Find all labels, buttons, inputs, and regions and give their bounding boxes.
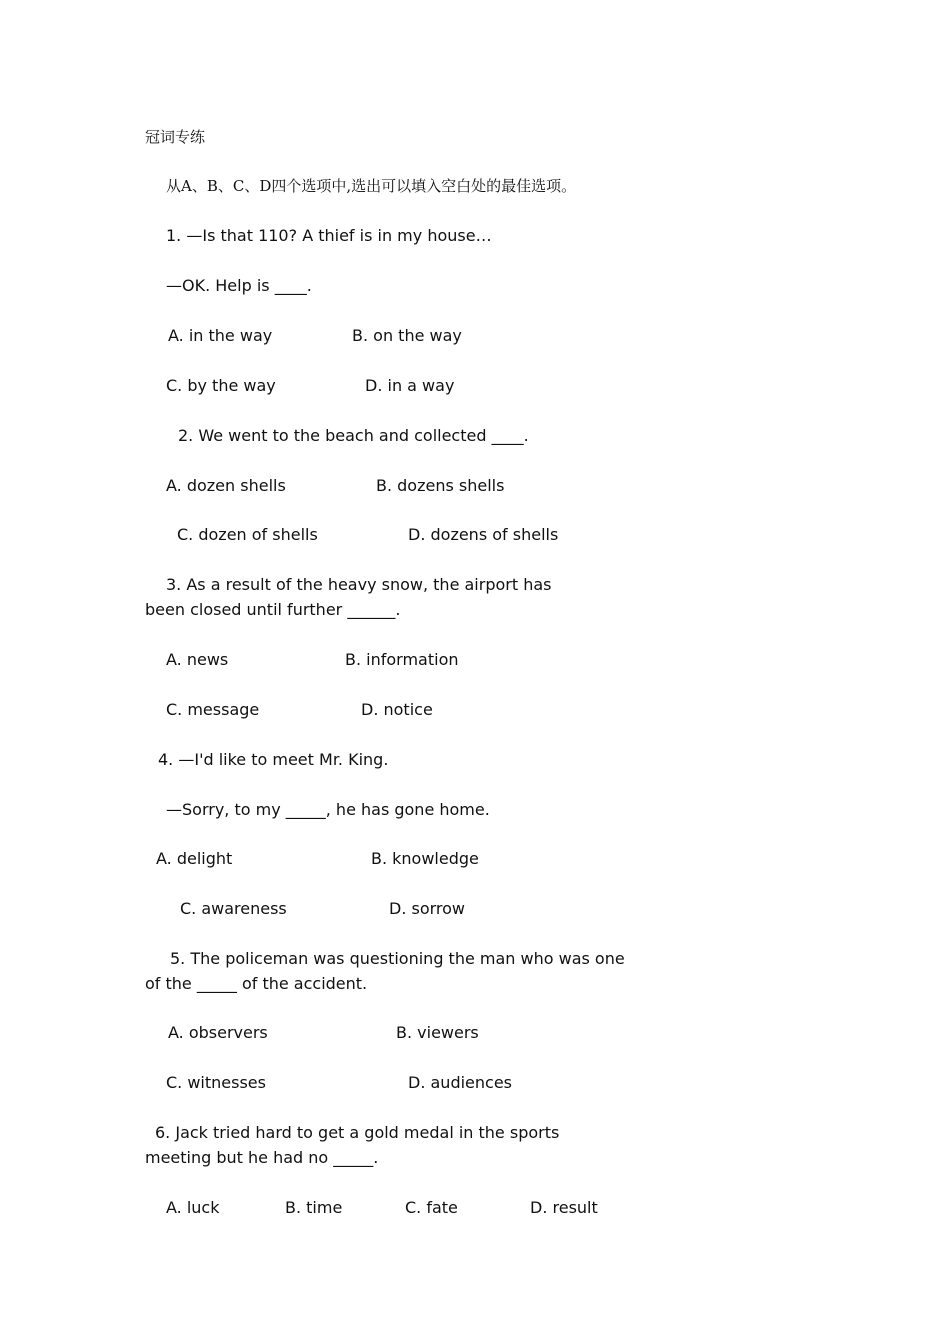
question-2-text: 2. We went to the beach and collected ____.	[178, 426, 529, 445]
question-5-option-a: A. observers	[168, 1023, 268, 1042]
question-2-option-c: C. dozen of shells	[177, 525, 318, 544]
question-6-text: 6. Jack tried hard to get a gold medal in the sports	[155, 1123, 560, 1142]
question-1-option-b: B. on the way	[352, 326, 462, 345]
question-2-option-d: D. dozens of shells	[408, 525, 559, 544]
question-4-text: 4. —I'd like to meet Mr. King.	[158, 750, 389, 769]
question-5-option-c: C. witnesses	[166, 1073, 266, 1092]
question-4-reply: —Sorry, to my _____, he has gone home.	[166, 800, 490, 819]
question-1-option-c: C. by the way	[166, 376, 276, 395]
question-3-option-b: B. information	[345, 650, 459, 669]
question-3-option-c: C. message	[166, 700, 260, 719]
question-5-option-b: B. viewers	[396, 1023, 479, 1042]
question-4-option-b: B. knowledge	[371, 849, 479, 868]
question-5-text: 5. The policeman was questioning the man who was one	[170, 949, 625, 968]
question-3-text: 3. As a result of the heavy snow, the airport has	[166, 575, 552, 594]
instruction-text: 从A、B、C、D四个选项中,选出可以填入空白处的最佳选项。	[166, 177, 577, 195]
question-3-option-d: D. notice	[361, 700, 433, 719]
question-1-option-a: A. in the way	[168, 326, 273, 345]
question-6-text-cont: meeting but he had no _____.	[145, 1148, 379, 1167]
question-1-option-d: D. in a way	[365, 376, 455, 395]
question-3-text-cont: been closed until further ______.	[145, 600, 401, 619]
question-2-option-a: A. dozen shells	[166, 476, 286, 495]
question-6-option-a: A. luck	[166, 1198, 220, 1217]
question-1-text: 1. —Is that 110? A thief is in my house…	[166, 226, 492, 245]
question-6-option-b: B. time	[285, 1198, 343, 1217]
question-2-option-b: B. dozens shells	[376, 476, 505, 495]
question-4-option-c: C. awareness	[180, 899, 287, 918]
question-5-text-cont: of the _____ of the accident.	[145, 974, 368, 993]
question-6-option-c: C. fate	[405, 1198, 458, 1217]
question-6-option-d: D. result	[530, 1198, 598, 1217]
question-3-option-a: A. news	[166, 650, 229, 669]
question-4-option-a: A. delight	[156, 849, 233, 868]
question-4-option-d: D. sorrow	[389, 899, 466, 918]
question-1-reply: —OK. Help is ____.	[166, 276, 312, 295]
question-5-option-d: D. audiences	[408, 1073, 512, 1092]
page-title: 冠词专练	[145, 128, 206, 146]
